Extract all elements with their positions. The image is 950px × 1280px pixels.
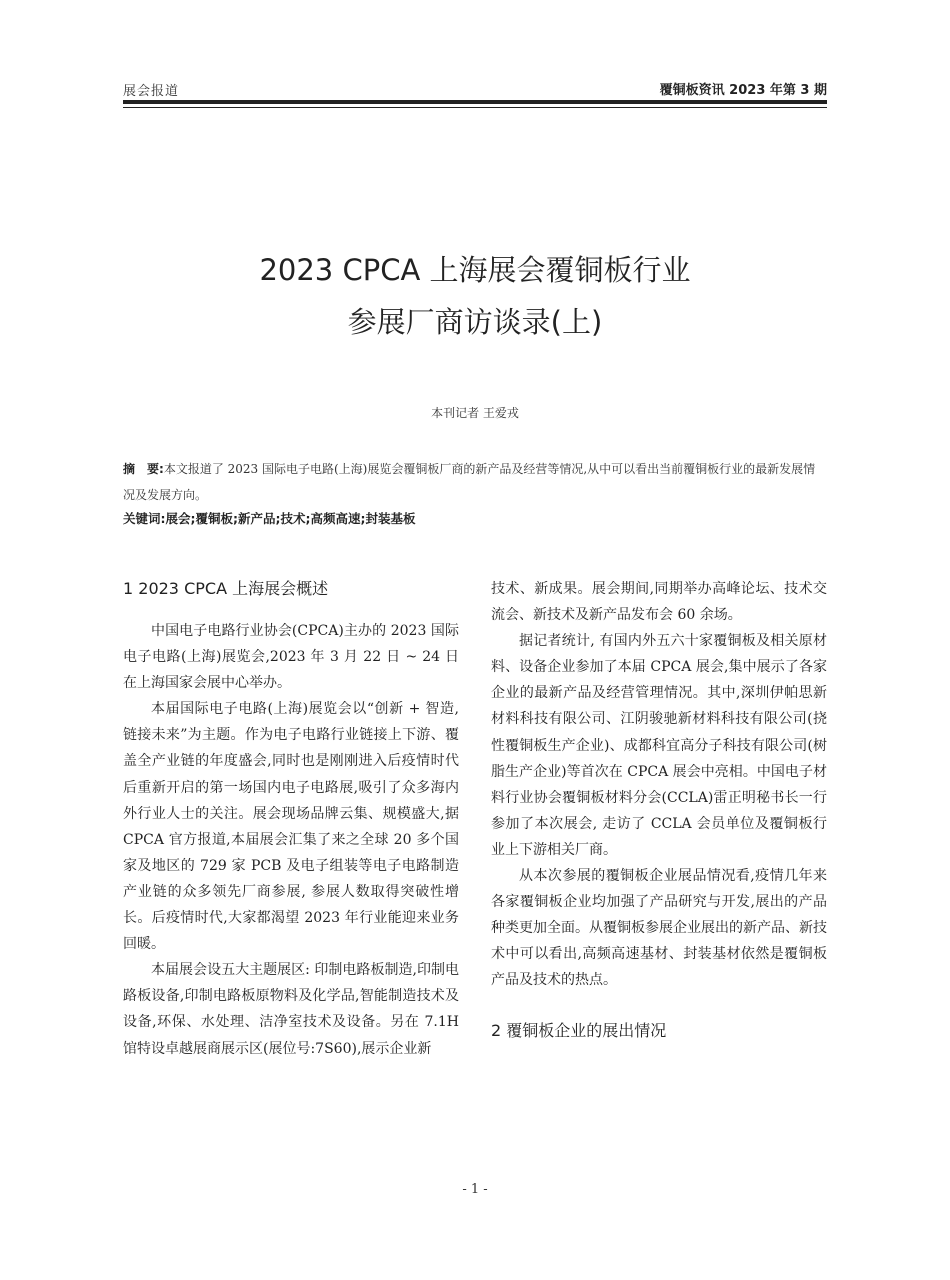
left-paragraph-1: 中国电子电路行业协会(CPCA)主办的 2023 国际电子电路(上海)展览会,2023 年 3 月 22 日 ~ 24 日在上海国家会展中心举办。 bbox=[123, 623, 459, 692]
abstract bbox=[123, 456, 827, 508]
keywords-text: 展会;覆铜板;新产品;技术;高频高速;封装基板 bbox=[165, 511, 416, 526]
right-paragraph-1: 据记者统计, 有国内外五六十家覆铜板及相关原材料、设备企业参加了本届 CPCA 展会,集中展示了各家企业的最新产品及经营管理情况。其中,深圳伊帕思新材料科技有限公司、江阴骏驰新材料科技有限公司(挠性覆铜板生产企业)、成都科宜高分子科技有限公司(树脂生产企业)等首次在 CPCA 展会中亮相。中国电子材料行业协会覆铜板材料分会(CCLA)雷正明秘书长一行参加了本次展会, 走访了 CCLA 会员单位及覆铜板行业上下游相关厂商。 bbox=[491, 633, 827, 858]
left-paragraph-2: 本届国际电子电路(上海)展览会以“创新 + 智造,链接未来”为主题。作为电子电路行业链接上下游、覆盖全产业链的年度盛会,同时也是刚刚进入后疫情时代后重新开启的第一场国内电子电路展,吸引了众多海内外行业人士的关注。展会现场品牌云集、规模盛大,据 CPCA 官方报道,本届展会汇集了来之全球 20 多个国家及地区的 729 家 PCB 及电子组装等电子电路制造产业链的众多领先厂商参展, 参展人数取得突破性增长。后疫情时代,大家都渴望 2023 年行业能迎来业务回暖。 bbox=[123, 701, 459, 953]
page-number: - 1 - bbox=[462, 1182, 488, 1197]
right-paragraph-2: 从本次参展的覆铜板企业展品情况看,疫情几年来各家覆铜板企业均加强了产品研究与开发,展出的产品种类更加全面。从覆铜板参展企业展出的新产品、新技术中可以看出,高频高速基材、封装基材依然是覆铜板产品及技术的热点。 bbox=[491, 868, 827, 989]
header-rule-thick bbox=[123, 100, 827, 104]
article-title-line-2: 参展厂商访谈录(上) bbox=[347, 305, 603, 339]
abstract-text: 本文报道了 2023 国际电子电路(上海)展览会覆铜板厂商的新产品及经营等情况,从中可以看出当前覆铜板行业的最新发展情况及发展方向。 bbox=[123, 462, 816, 502]
header-journal-issue: 覆铜板资讯 2023 年第 3 期 bbox=[659, 83, 827, 98]
left-paragraph-3: 本届展会设五大主题展区: 印制电路板制造,印制电路板设备,印制电路板原物料及化学品,智能制造技术及设备,环保、水处理、洁净室技术及设备。另在 7.1H 馆特设卓越展商展示区(展位号:7S60),展示企业新 bbox=[123, 962, 459, 1057]
keywords-label: 关键词: bbox=[123, 511, 166, 526]
header-section-label: 展会报道 bbox=[123, 84, 180, 99]
article-title-line-1: 2023 CPCA 上海展会覆铜板行业 bbox=[259, 253, 691, 287]
left-column bbox=[123, 576, 459, 1062]
section-1-heading: 1 2023 CPCA 上海展会概述 bbox=[123, 579, 329, 598]
right-paragraph-continued: 技术、新成果。展会期间,同期举办高峰论坛、技术交流会、新技术及新产品发布会 60 余场。 bbox=[491, 581, 827, 624]
author-line: 本刊记者 王爱戎 bbox=[431, 406, 519, 420]
abstract-label: 摘 要: bbox=[123, 462, 164, 476]
section-2-heading: 2 覆铜板企业的展出情况 bbox=[491, 1020, 667, 1040]
right-column bbox=[491, 576, 827, 1060]
header-rule-thin bbox=[123, 107, 827, 108]
keywords bbox=[123, 509, 827, 527]
